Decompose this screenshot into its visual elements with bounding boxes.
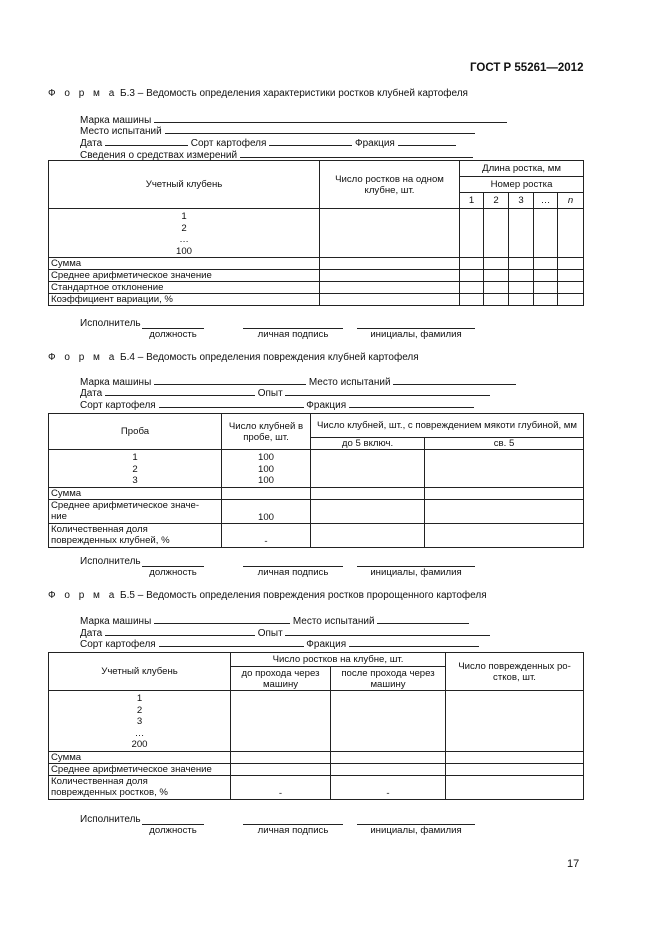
b5-col-sprouts: Число ростков на клубне, шт. (231, 653, 446, 667)
b5-variety-label: Сорт картофеля (80, 639, 156, 650)
b4-mean-value: 100 (222, 499, 311, 523)
b3-tuber-id: 100 (175, 245, 192, 257)
b4-cell[interactable] (222, 487, 311, 499)
b5-cell[interactable] (331, 691, 446, 752)
b3-cell[interactable] (320, 209, 460, 258)
b5-table (48, 652, 584, 800)
b3-date-blank[interactable] (105, 136, 188, 146)
b4-table (48, 413, 584, 548)
b5-tuber-id: … (134, 727, 145, 739)
b3-cell[interactable] (484, 209, 509, 258)
b4-variety-blank[interactable] (159, 398, 304, 408)
b4-share-value: - (222, 523, 311, 547)
b4-mean-label-1: Среднее арифметическое значе- (51, 500, 200, 512)
b5-share-label-1: Количественная доля (51, 776, 148, 788)
form-b4-prefix: Ф о р м а (48, 352, 118, 363)
b3-fraction-label: Фракция (355, 138, 395, 149)
b5-position-caption: должность (149, 825, 197, 836)
b3-col-number: Номер ростка (460, 177, 584, 193)
b5-variety-blank[interactable] (159, 637, 304, 647)
b3-cell[interactable] (509, 282, 534, 294)
b4-cell[interactable] (311, 523, 425, 547)
b3-cell[interactable] (484, 258, 509, 270)
b3-tuber-id: 1 (181, 211, 187, 222)
b5-tuber-id: 3 (136, 716, 143, 728)
b3-subcol-2: 2 (484, 193, 509, 209)
b3-signature-caption: личная подпись (257, 329, 329, 340)
b4-fraction-label: Фракция (306, 400, 347, 411)
form-b3-title (48, 88, 468, 99)
b5-date-label: Дата (80, 628, 103, 639)
b4-subcol-upto5: до 5 включ. (311, 438, 425, 450)
b4-cell[interactable] (425, 487, 584, 499)
b3-variety-label: Сорт картофеля (190, 138, 267, 149)
form-b5-title (48, 590, 487, 601)
b3-cell[interactable] (320, 294, 460, 306)
form-b3-prefix: Ф о р м а (48, 88, 118, 99)
b3-tuber-id: 2 (181, 222, 187, 234)
b4-initials-caption: инициалы, фамилия (370, 567, 462, 578)
b4-row-sum: Сумма (49, 487, 222, 499)
b4-place-blank[interactable] (393, 375, 516, 385)
b4-row-mean (49, 499, 222, 523)
b5-date-blank[interactable] (105, 626, 255, 636)
b5-place-blank[interactable] (377, 614, 469, 624)
form-b5-prefix: Ф о р м а (48, 590, 118, 601)
b3-cell[interactable] (460, 270, 484, 282)
b5-row-share (49, 775, 231, 799)
b5-cell[interactable] (446, 775, 584, 799)
b3-row-mean: Среднее арифметическое значение (49, 270, 320, 282)
b3-date-label: Дата (80, 138, 103, 149)
b3-fraction-blank[interactable] (398, 136, 456, 146)
b3-instruments-label: Сведения о средствах измерений (80, 150, 238, 161)
b4-experiment-blank[interactable] (285, 386, 490, 396)
b5-tuber-id: 2 (136, 704, 143, 716)
b4-cell[interactable] (425, 523, 584, 547)
b5-fraction-label: Фракция (306, 639, 347, 650)
b4-sample-ids (49, 450, 222, 488)
b3-machine-label: Марка машины (80, 115, 152, 126)
b3-row-stddev: Стандартное отклонение (49, 282, 320, 294)
b3-cell[interactable] (534, 282, 558, 294)
b4-sample-counts (222, 450, 311, 488)
b3-subcol-ellipsis: … (534, 193, 558, 209)
b5-machine-blank[interactable] (154, 614, 290, 624)
b4-experiment-label: Опыт (257, 388, 283, 399)
b3-cell[interactable] (460, 209, 484, 258)
b5-initials-caption: инициалы, фамилия (370, 825, 462, 836)
b4-place-label: Место испытаний (308, 377, 391, 388)
b4-col-damaged: Число клубней, шт., с повреждением мякоти глубиной, мм (311, 414, 584, 438)
b3-tuber-id: … (179, 234, 189, 246)
b3-cell[interactable] (558, 282, 584, 294)
b5-subcol-after: после прохода через машину (331, 667, 446, 691)
b4-signature-caption: личная подпись (257, 567, 329, 578)
b3-cell[interactable] (509, 294, 534, 306)
b4-mean-label-2: ние (51, 511, 67, 523)
b5-machine-label: Марка машины (80, 616, 152, 627)
b3-cell[interactable] (509, 209, 534, 258)
b3-position-caption: должность (149, 329, 197, 340)
b5-share-after: - (331, 775, 446, 799)
b3-cell[interactable] (460, 282, 484, 294)
form-b4-title (48, 352, 419, 363)
b5-row3 (80, 637, 479, 650)
b3-table (48, 160, 584, 306)
b4-col-count: Число клубней в пробе, шт. (222, 414, 311, 450)
b4-cell[interactable] (311, 487, 425, 499)
form-b3-title-text: Б.3 – Ведомость определения характеристики ростков клубней картофеля (117, 88, 468, 99)
b3-machine-blank[interactable] (154, 113, 507, 123)
b4-share-label-2: поврежденных клубней, % (51, 535, 170, 547)
b4-cell[interactable] (311, 450, 425, 488)
b3-place-label: Место испытаний (80, 126, 162, 137)
b3-cell[interactable] (320, 270, 460, 282)
b4-cell[interactable] (425, 499, 584, 523)
b5-place-label: Место испытаний (292, 616, 375, 627)
b4-variety-label: Сорт картофеля (80, 400, 156, 411)
b4-sample-count: 100 (257, 452, 274, 463)
b3-cell[interactable] (558, 294, 584, 306)
b5-signature-caption: личная подпись (257, 825, 329, 836)
b4-sample-id: 2 (132, 463, 138, 475)
b3-cell[interactable] (558, 258, 584, 270)
b5-experiment-label: Опыт (257, 628, 283, 639)
b3-variety-blank[interactable] (269, 136, 352, 146)
b4-date-label: Дата (80, 388, 103, 399)
b3-row-cv: Коэффициент вариации, % (49, 294, 320, 306)
b4-position-caption: должность (149, 567, 197, 578)
b5-cell[interactable] (331, 751, 446, 763)
b3-initials-caption: инициалы, фамилия (370, 329, 462, 340)
b3-col-count: Число ростков на одном клубне, шт. (320, 161, 460, 209)
form-b4-title-text: Б.4 – Ведомость определения повреждения клубней картофеля (117, 352, 419, 363)
b3-executor-label: Исполнитель (80, 318, 141, 329)
b5-cell[interactable] (231, 763, 331, 775)
b4-executor-label: Исполнитель (80, 556, 141, 567)
b4-row3 (80, 398, 474, 411)
b4-fraction-blank[interactable] (349, 398, 474, 408)
b4-sample-id: 1 (132, 452, 138, 463)
b3-col-tuber: Учетный клубень (49, 161, 320, 209)
b4-subcol-over5: св. 5 (425, 438, 584, 450)
b5-executor-label: Исполнитель (80, 814, 141, 825)
b3-cell[interactable] (534, 270, 558, 282)
b4-row-share (49, 523, 222, 547)
standard-number: ГОСТ Р 55261—2012 (470, 62, 584, 74)
b3-cell[interactable] (534, 209, 558, 258)
b3-cell[interactable] (509, 258, 534, 270)
b5-row-sum: Сумма (49, 751, 231, 763)
b3-place-blank[interactable] (165, 124, 475, 134)
b5-cell[interactable] (231, 751, 331, 763)
b3-subcol-1: 1 (460, 193, 484, 209)
page-number: 17 (567, 858, 580, 870)
form-b5-title-text: Б.5 – Ведомость определения повреждения ростков пророщенного картофеля (117, 590, 487, 601)
b3-instruments-blank[interactable] (240, 148, 473, 158)
b5-cell[interactable] (231, 691, 331, 752)
b3-cell[interactable] (484, 270, 509, 282)
b3-cell[interactable] (484, 294, 509, 306)
b4-machine-label: Марка машины (80, 377, 152, 388)
b5-experiment-blank[interactable] (285, 626, 490, 636)
b3-cell[interactable] (320, 282, 460, 294)
b3-cell[interactable] (460, 258, 484, 270)
b3-subcol-n: n (558, 193, 584, 209)
b3-tuber-ids (49, 209, 320, 258)
b3-subcol-3: 3 (509, 193, 534, 209)
b3-cell[interactable] (460, 294, 484, 306)
b5-col-damaged: Число поврежденных ро-стков, шт. (446, 653, 584, 691)
b5-fraction-blank[interactable] (349, 637, 479, 647)
b5-share-label-2: поврежденных ростков, % (51, 787, 168, 799)
b5-tuber-ids (49, 691, 231, 752)
b3-cell[interactable] (534, 258, 558, 270)
b3-cell[interactable] (509, 270, 534, 282)
b4-machine-blank[interactable] (154, 375, 306, 385)
b5-row-mean: Среднее арифметическое значение (49, 763, 231, 775)
b5-tuber-id: 200 (131, 739, 148, 751)
b5-subcol-before: до прохода через машину (231, 667, 331, 691)
b4-col-sample: Проба (49, 414, 222, 450)
b5-share-before: - (231, 775, 331, 799)
b3-cell[interactable] (558, 270, 584, 282)
b5-cell[interactable] (331, 763, 446, 775)
b4-sample-count: 100 (257, 475, 274, 487)
b3-cell[interactable] (484, 282, 509, 294)
b3-cell[interactable] (320, 258, 460, 270)
b5-cell[interactable] (446, 751, 584, 763)
b4-cell[interactable] (311, 499, 425, 523)
b5-tuber-id: 1 (136, 693, 143, 704)
b3-col-length: Длина ростка, мм (460, 161, 584, 177)
b4-sample-count: 100 (257, 463, 274, 475)
b4-cell[interactable] (425, 450, 584, 488)
b4-date-blank[interactable] (105, 386, 255, 396)
b4-sample-id: 3 (132, 475, 138, 487)
b5-cell[interactable] (446, 763, 584, 775)
b3-row-sum: Сумма (49, 258, 320, 270)
b3-cell[interactable] (558, 209, 584, 258)
b4-share-label-1: Количественная доля (51, 524, 148, 536)
b5-col-tuber: Учетный клубень (49, 653, 231, 691)
b5-cell[interactable] (446, 691, 584, 752)
b3-cell[interactable] (534, 294, 558, 306)
